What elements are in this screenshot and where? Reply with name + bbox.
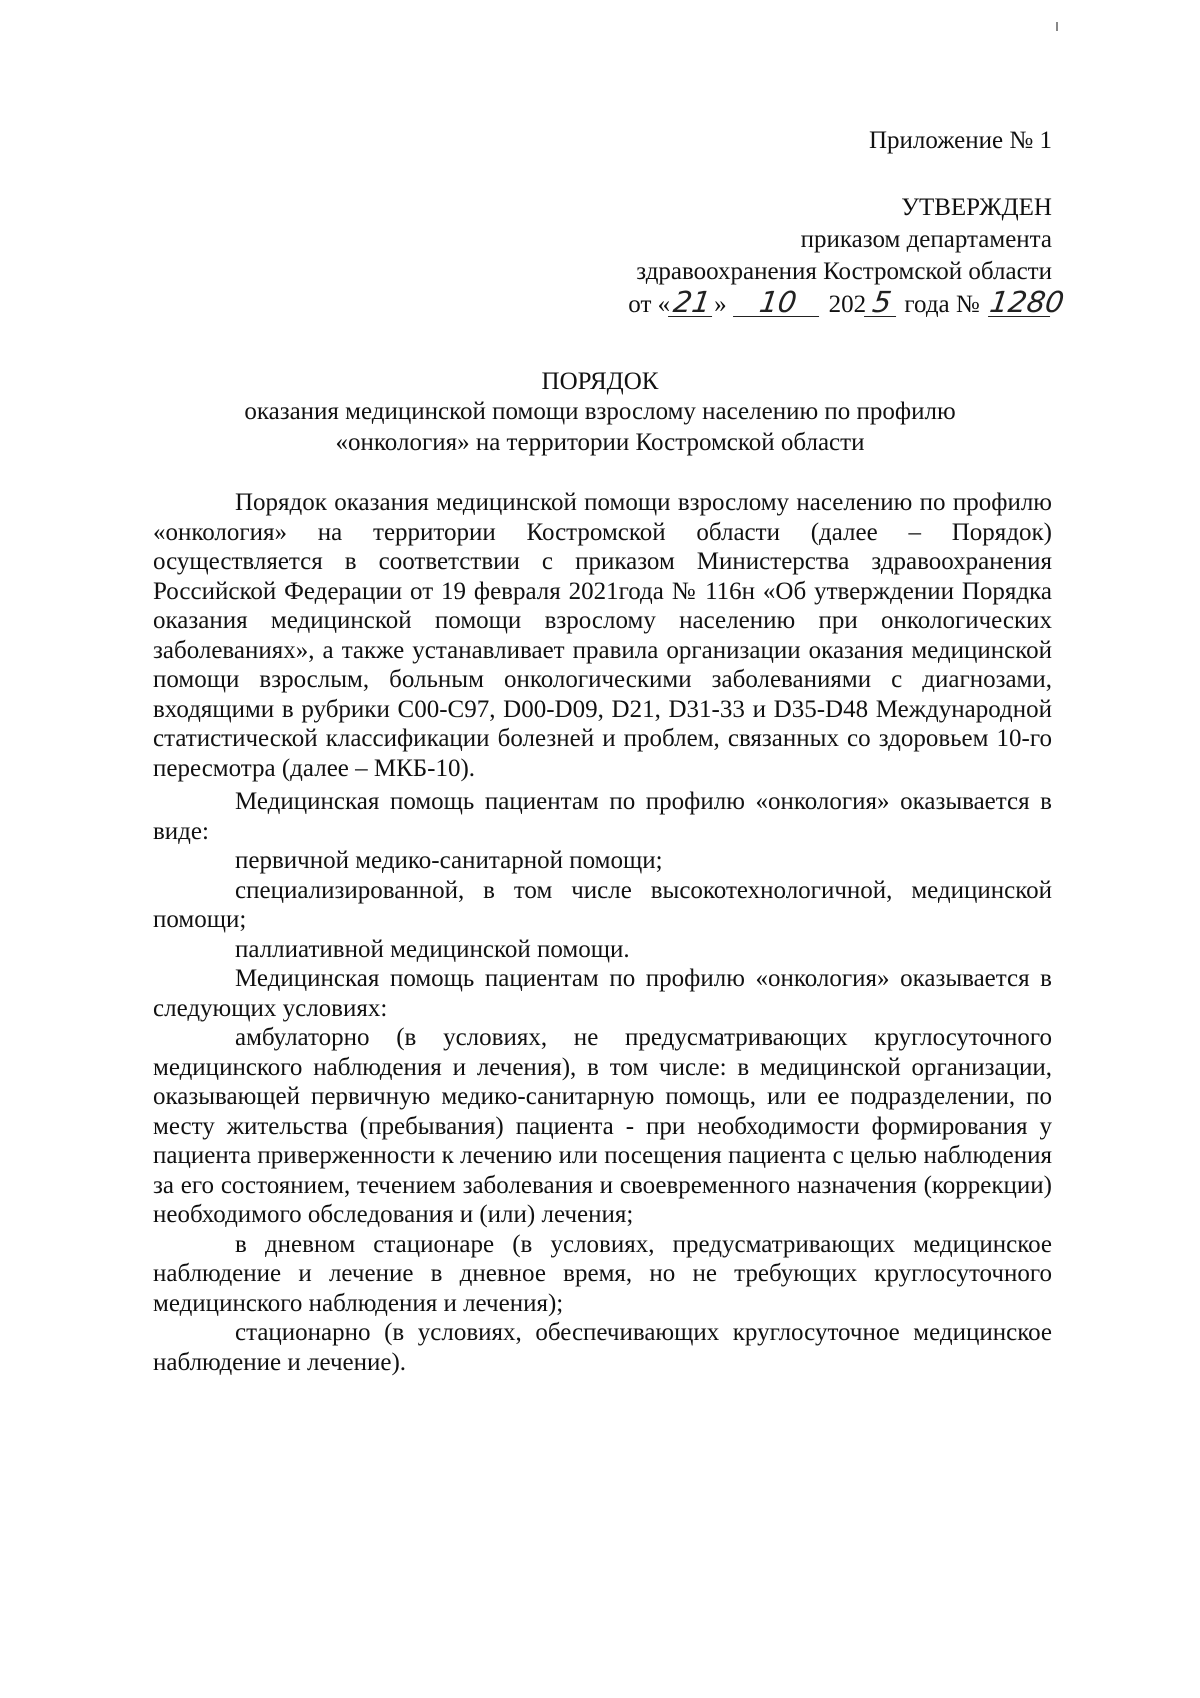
approval-block [628, 192, 1067, 320]
scan-mark [1056, 22, 1058, 31]
approved-by-line-1: приказом департамента [800, 226, 1052, 253]
appendix-label: Приложение № 1 [868, 127, 1052, 154]
approved-label: УТВЕРЖДЕН [901, 194, 1052, 221]
paragraph-intro: Порядок оказания медицинской помощи взрослому населению по профилю «онкология» на территории Костромской области (далее – Порядок) осуществляется в соответствии с приказом Министерства здравоохранения Российской Федерации от 19 февраля 2021года № 116н «Об утверждении Порядка оказания медицинской помощи взрослому населению при онкологических заболеваниях», а также устанавливает правила организации оказания медицинской помощи взрослым, больным онкологическими заболеваниями с диагнозами, входящими в рубрики С00-С97, D00-D09, D21, D31-33 и D35-D48 Международной статистической классификации болезней и проблем, связанных со здоровьем 10-го пересмотра (далее – МКБ-10). [153, 489, 1052, 782]
paragraph-care-types: Медицинская помощь пациентам по профилю «онкология» оказывается в виде: [153, 788, 1052, 845]
approval-date-line [628, 285, 1067, 320]
document-title: ПОРЯДОК [541, 368, 659, 395]
list-item-day-hospital: в дневном стационаре (в условиях, предусматривающих медицинское наблюдение и лечение в дневное время, но не требующих круглосуточного медицинского наблюдения и лечения); [153, 1230, 1052, 1317]
order-number-handwritten: 1280 [987, 285, 1067, 319]
list-item-inpatient: стационарно (в условиях, обеспечивающих круглосуточное медицинское наблюдение и лечение). [153, 1319, 1052, 1376]
list-item-primary-care: первичной медико-санитарной помощи; [235, 847, 663, 874]
date-month-handwritten: 10 [733, 288, 823, 317]
date-suffix: года № [904, 291, 980, 318]
date-year-digit-handwritten: 5 [864, 288, 900, 317]
subtitle-line-1: оказания медицинской помощи взрослому населению по профилю [244, 398, 956, 425]
subtitle-line-2: «онкология» на территории Костромской области [335, 429, 865, 456]
paragraph-care-conditions: Медицинская помощь пациентам по профилю «онкология» оказывается в следующих условиях: [153, 965, 1052, 1022]
approved-by-line-2: здравоохранения Костромской области [636, 258, 1052, 285]
document-body [153, 488, 1052, 1377]
date-year-prefix: 202 [828, 291, 867, 318]
list-item-palliative-care: паллиативной медицинской помощи. [235, 935, 630, 963]
date-quote-close: » [714, 291, 727, 318]
document-subtitle [0, 396, 1200, 458]
list-item-outpatient: амбулаторно (в условиях, не предусматривающих круглосуточного медицинского наблюдения и лечения), в том числе: в медицинской организации, оказывающей первичную медико-санитарную помощь, или ее подразделении, по месту жительства (пребывания) пациента - при необходимости формирования у пациента приверженности к лечению или посещения пациента с целью наблюдения за его состоянием, течением заболевания и своевременного назначения (коррекции) необходимого обследования и (или) лечения; [153, 1024, 1052, 1228]
list-item-specialized-care: специализированной, в том числе высокотехнологичной, медицинской помощи; [153, 876, 1052, 933]
date-day-handwritten: 21 [668, 288, 716, 317]
date-prefix: от « [628, 291, 671, 318]
